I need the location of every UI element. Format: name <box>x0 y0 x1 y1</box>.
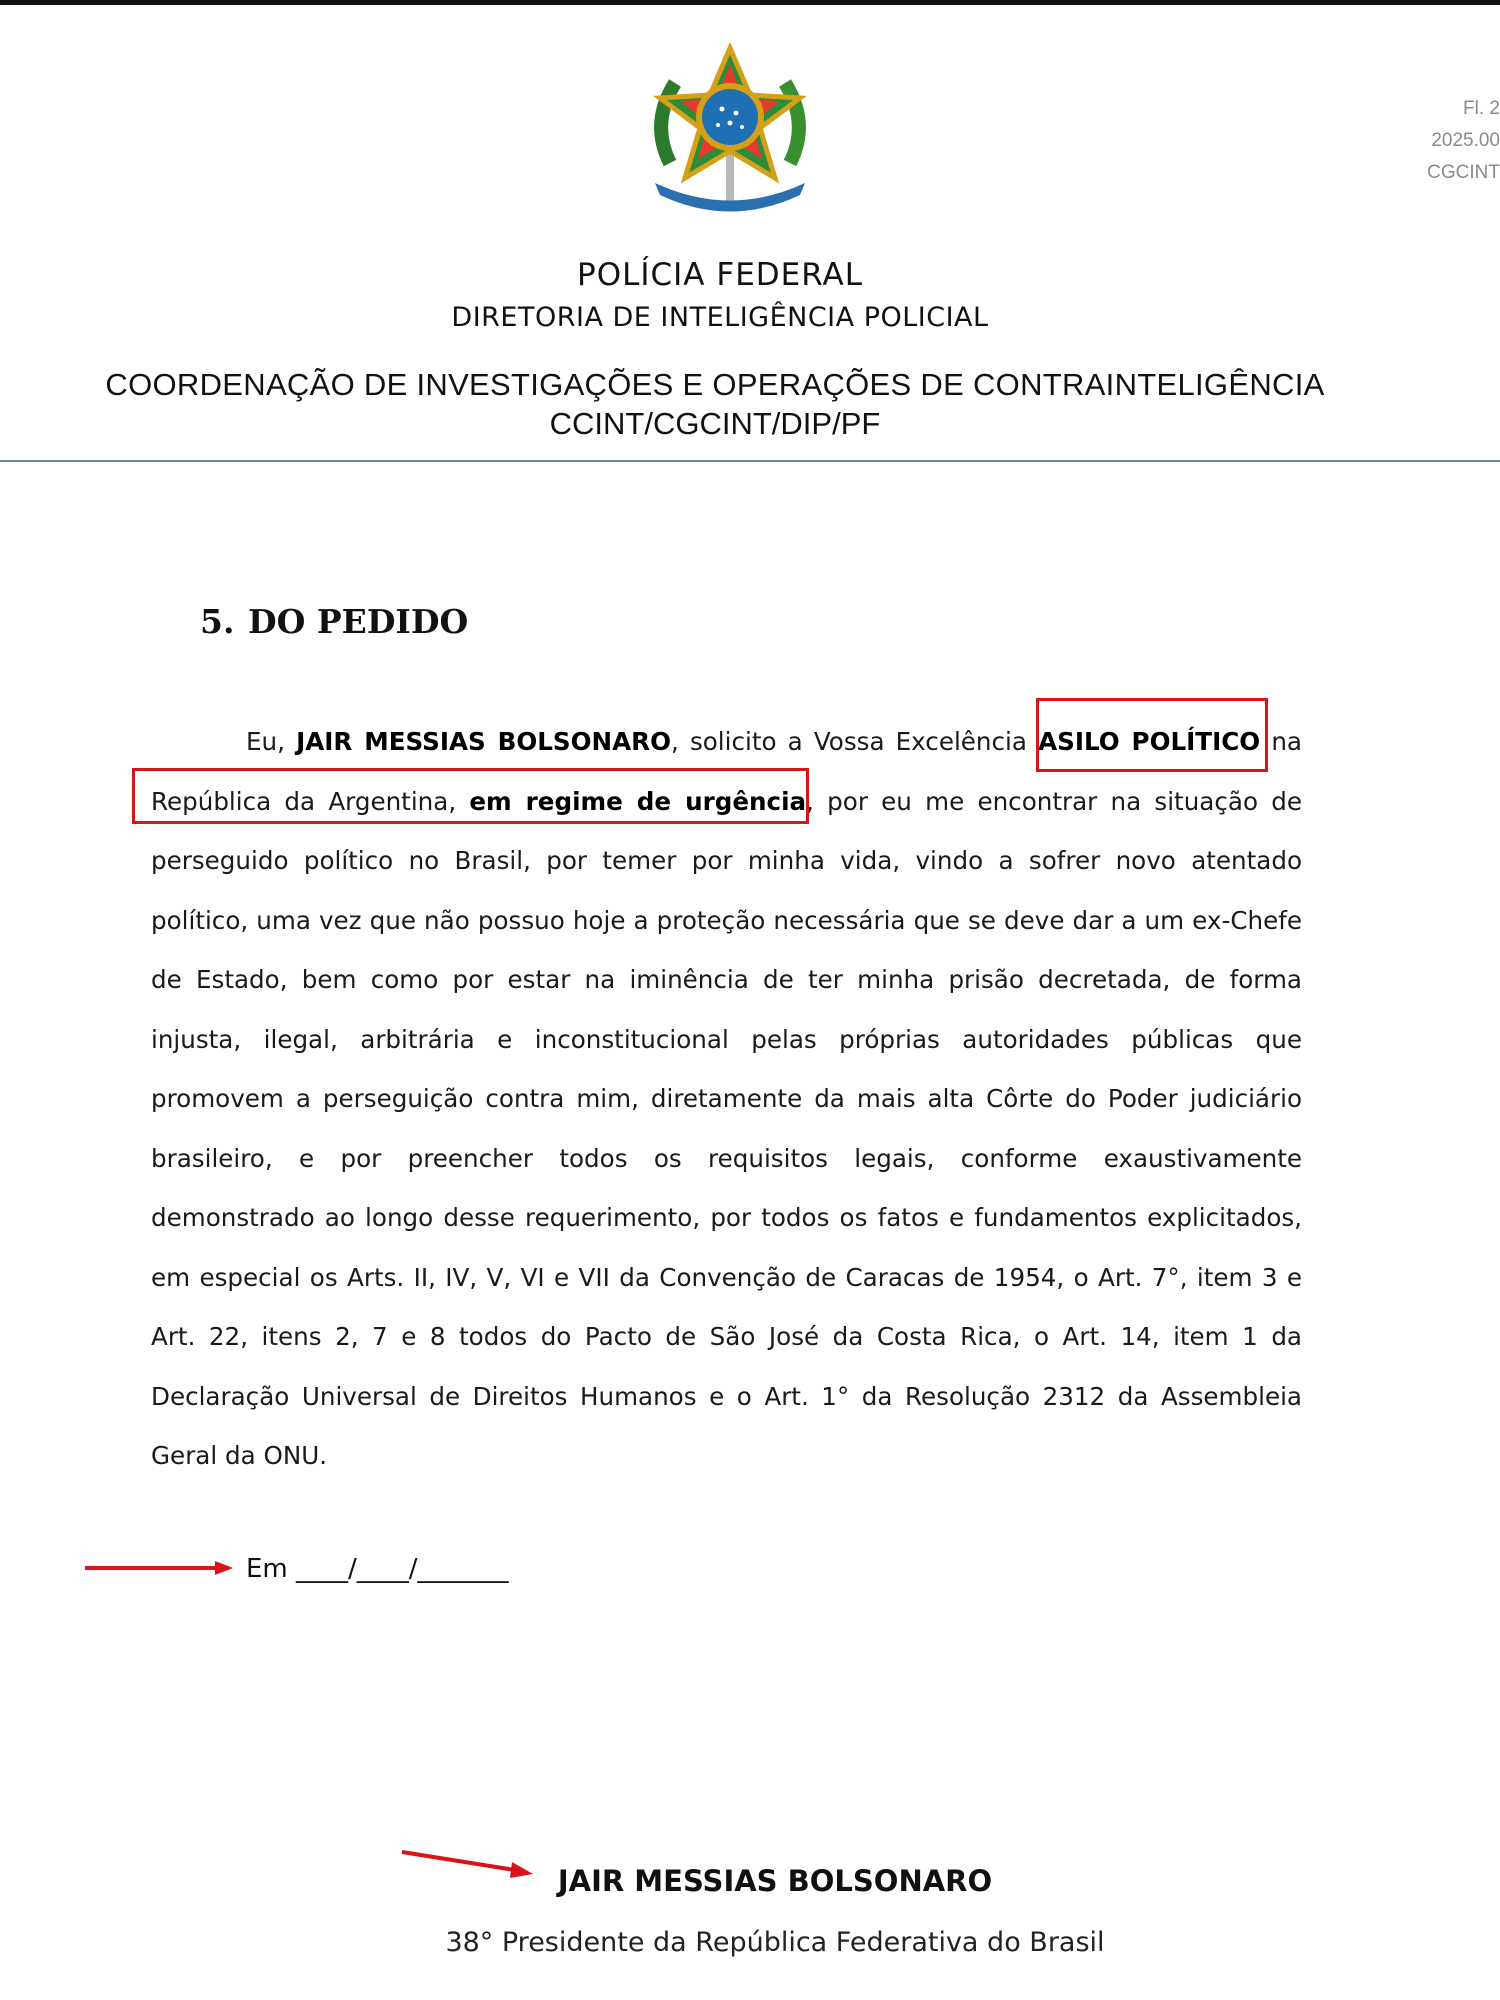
signatory-title: 38° Presidente da República Federativa do Brasil <box>445 1927 1105 1958</box>
document-header <box>0 5 1500 460</box>
brazil-coat-of-arms-icon <box>630 43 830 213</box>
unit-code: CGCINT <box>1427 162 1500 183</box>
date-field: Em ____/____/_______ <box>246 1554 509 1584</box>
organization-name: POLÍCIA FEDERAL <box>577 257 863 293</box>
directorate-name: DIRETORIA DE INTELIGÊNCIA POLICIAL <box>451 302 989 333</box>
red-arrow-icon <box>85 1560 235 1576</box>
folio-number: Fl. 2 <box>1463 98 1500 119</box>
requester-name: JAIR MESSIAS BOLSONARO <box>296 727 671 756</box>
paragraph-text: Eu, <box>246 727 297 756</box>
section-heading <box>200 602 468 641</box>
document-page <box>0 460 1500 2000</box>
document-reference <box>1405 93 1500 189</box>
section-number: 5. <box>200 602 235 641</box>
section-title: DO PEDIDO <box>248 602 469 641</box>
paragraph-text: , por eu me encontrar na situação de perseguido político no Brasil, por temer por minha vida, vindo a sofrer novo atentado político, uma vez que não possuo hoje a proteção necessária que se deve dar a um ex-Chefe de Estado, bem como por estar na iminência de ter minha prisão decretada, de forma injusta, ilegal, arbitrária e inconstitucional pelas próprias autoridades públicas que promovem a perseguição contra mim, diretamente da mais alta Côrte do Poder judiciário brasileiro, e por preencher todos os requisitos legais, conforme exaustivamente demonstrado ao longo desse requerimento, por todos os fatos e fundamentos explicitados, em especial os Arts. II, IV, V, VI e VII da Convenção de Caracas de 1954, o Art. 7°, item 3 e Art. 22, itens 2, 7 e 8 todos do Pacto de São José da Costa Rica, o Art. 14, item 1 da Declaração Universal de Direitos Humanos e o Art. 1° da Resolução 2312 da Assembleia Geral da ONU. <box>151 786 1302 1470</box>
highlight-box-urgency <box>132 768 809 824</box>
asylum-request: ASILO POLÍTICO <box>1038 727 1261 756</box>
urgency-phrase: em regime de urgência <box>469 786 807 816</box>
unit-acronym: CCINT/CGCINT/DIP/PF <box>549 406 881 441</box>
paragraph-text: na República da Argentina, <box>151 727 1302 816</box>
paragraph-text: , solicito a Vossa Excelência <box>671 727 1039 756</box>
process-number: 2025.00 <box>1431 130 1500 151</box>
request-paragraph <box>151 712 1302 1486</box>
coordination-name: COORDENAÇÃO DE INVESTIGAÇÕES E OPERAÇÕES DE CONTRAINTELIGÊNCIA <box>105 367 1325 402</box>
signatory-name: JAIR MESSIAS BOLSONARO <box>557 1864 993 1898</box>
highlight-box-asylum <box>1036 698 1268 772</box>
